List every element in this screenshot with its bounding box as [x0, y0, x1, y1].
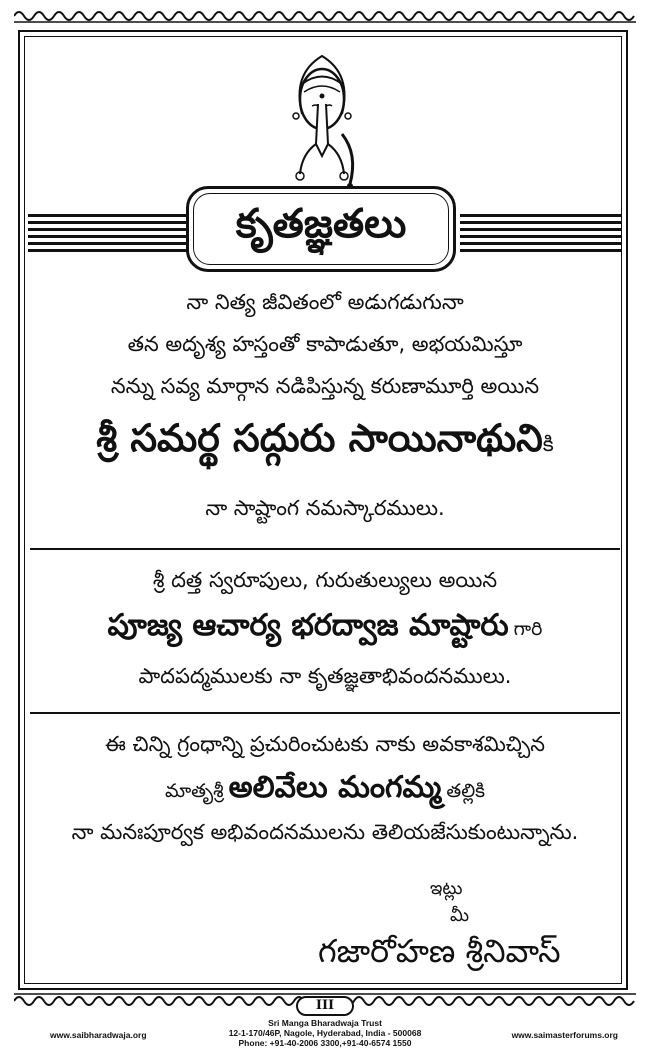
- section3-line2: [30, 770, 620, 812]
- footer-trust-info: [175, 1018, 475, 1048]
- section1-line4-suffix: కి: [542, 432, 554, 456]
- footer-phone: Phone: +91-40-2006 3300,+91-40-6574 1550: [238, 1038, 412, 1048]
- section3-line3: నా మనఃపూర్వక అభివందనములను తెలియజేసుకుంటున్నాను.: [71, 820, 579, 844]
- top-wave-border: [14, 8, 636, 24]
- title-stripes-left: [28, 212, 190, 256]
- section1-line5: నా సాష్టాంగ నమస్కారములు.: [205, 496, 445, 520]
- section1-line3: నన్ను సవ్య మార్గాన నడిపిస్తున్న కరుణామూర్తి అయిన: [110, 374, 540, 398]
- signature-mee: మీ: [450, 905, 470, 926]
- section2-line3: పాదపద్మములకు నా కృతజ్ఞతాభివందనములు.: [138, 664, 512, 688]
- section3-line1: ఈ చిన్ని గ్రంధాన్ని ప్రచురించుటకు నాకు అవకాశమిచ్చిన: [104, 732, 546, 756]
- signature-itlu: ఇట్లు: [430, 878, 463, 899]
- section1-line4: [30, 416, 620, 470]
- section2-line2-suffix: గారి: [513, 618, 543, 640]
- divider-1: [30, 548, 620, 550]
- master-name: పూజ్య ఆచార్య భరద్వాజ మాష్టారు: [107, 608, 509, 643]
- signature-name: గజారోహణ శ్రీనివాస్: [318, 932, 561, 970]
- footer-right-url[interactable]: www.saimasterforums.org: [511, 1030, 618, 1040]
- footer-left-url[interactable]: www.saibharadwaja.org: [50, 1030, 147, 1040]
- page-number: III: [296, 996, 354, 1016]
- page-title: కృతజ్ఞతలు: [235, 201, 407, 247]
- divider-2: [30, 712, 620, 714]
- praying-woman-icon: [272, 44, 372, 194]
- section1-line2: తన అదృశ్య హస్తంతో కాపాడుతూ, అభయమిస్తూ: [127, 332, 523, 356]
- sai-nathuni-heading: శ్రీ సమర్థ సద్గురు సాయినాథుని: [96, 416, 543, 460]
- section2-line1: శ్రీ దత్త స్వరూపులు, గురుతుల్యులు అయిన: [152, 568, 498, 592]
- section2-line2: [30, 608, 620, 650]
- title-stripes-right: [460, 212, 622, 256]
- footer-trust-name: Sri Manga Bharadwaja Trust: [268, 1018, 382, 1028]
- footer-address: 12-1-170/46P, Nagole, Hyderabad, India - 500068: [228, 1028, 422, 1038]
- section3-line2-prefix: మాతృశ్రీ: [164, 780, 224, 802]
- section1-line1: నా నిత్య జీవితంలో అడుగడుగునా: [186, 290, 464, 314]
- section3-line2-suffix: తల్లికి: [446, 780, 486, 802]
- mother-name: అలివేలు మంగమ్మ: [228, 770, 442, 805]
- title-box: [186, 186, 456, 272]
